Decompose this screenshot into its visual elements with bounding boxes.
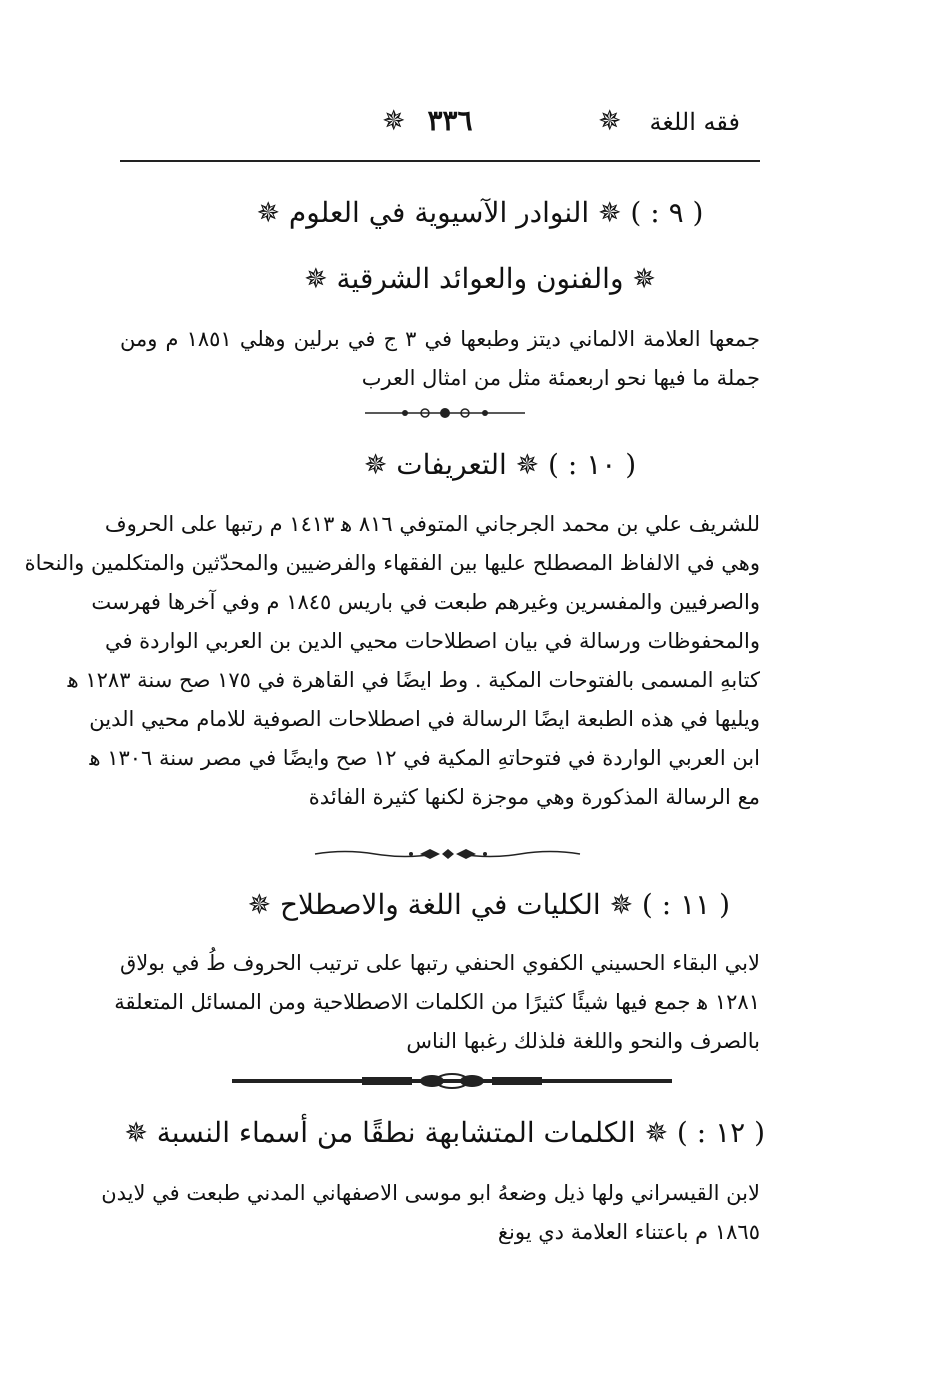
text-line: لابي البقاء الحسيني الكفوي الحنفي رتبها على ترتيب الحروف طُ في بولاق [120, 951, 760, 975]
entry-title: ( ١١ : ) ✵ الكليات في اللغة والاصطلاح ✵ [247, 888, 730, 921]
entry-title: ( ١٠ : ) ✵ التعريفات ✵ [363, 448, 637, 481]
text-line: كتابهِ المسمى بالفتوحات المكية . وط ايضًا في القاهرة في ١٧٥ صح سنة ١٢٨٣ ﻫ [67, 668, 760, 692]
entry-body [114, 944, 760, 1061]
divider-ornament [365, 406, 525, 420]
divider-ornament [232, 1074, 672, 1088]
text-line: لابن القيسراني ولها ذيل وضعهُ ابو موسى الاصفهاني المدني طبعت في لايدن [101, 1181, 760, 1205]
text-line: ١٢٨١ ﻫ جمع فيها شيئًا كثيرًا من الكلمات الاصطلاحية ومن المسائل المتعلقة [114, 990, 760, 1014]
text-line: جمعها العلامة الالماني ديتز وطبعها في ٣ ج في برلين وهلي ١٨٥١ م ومن [120, 327, 760, 351]
entry-body [120, 320, 760, 398]
text-line: والمحفوظات ورسالة في بيان اصطلاحات محيي الدين بن العربي الواردة في [104, 629, 760, 653]
entry-title: ( ١٢ : ) ✵ الكلمات المتشابهة نطقًا من أسماء النسبة ✵ [124, 1116, 765, 1149]
text-line: للشريف علي بن محمد الجرجاني المتوفي ٨١٦ ﻫ ١٤١٣ م رتبها على الحروف [104, 512, 760, 536]
text-line: ابن العربي الواردة في فتوحاتهِ المكية في ١٢ صح وايضًا في مصر سنة ١٣٠٦ ﻫ [89, 746, 760, 770]
header-rule [120, 160, 760, 162]
text-line: مع الرسالة المذكورة وهي موجزة لكنها كثيرة الفائدة [308, 785, 760, 809]
page-header [120, 100, 760, 150]
star-ornament-icon: ✵ [382, 104, 406, 137]
entry-body [101, 1174, 760, 1252]
entry-subtitle: ✵ والفنون والعوائد الشرقية ✵ [304, 262, 656, 295]
running-title: فقه اللغة [649, 108, 740, 136]
divider-ornament [315, 847, 580, 861]
star-ornament-icon: ✵ [598, 104, 622, 137]
page-number: ٣٣٦ [427, 104, 473, 137]
entry-title: ( ٩ : ) ✵ النوادر الآسيوية في العلوم ✵ [256, 196, 704, 229]
text-line: جملة ما فيها نحو اربعمئة مثل من امثال العرب [361, 366, 760, 390]
text-line: ويليها في هذه الطبعة ايضًا الرسالة في اصطلاحات الصوفية للامام محيي الدين [89, 707, 760, 731]
text-line: والصرفيين والمفسرين وغيرهم طبعت في باريس ١٨٤٥ م وفي آخرها فهرست [91, 590, 760, 614]
text-line: ١٨٦٥ م باعتناء العلامة دي يونغ [497, 1220, 760, 1244]
entry-body [24, 505, 760, 817]
text-line: وهي في الالفاظ المصطلح عليها بين الفقهاء والفرضيين والمحدّثين والمتكلمين والنحاة [24, 551, 760, 575]
text-line: بالصرف والنحو واللغة فلذلك رغبها الناس [406, 1029, 760, 1053]
